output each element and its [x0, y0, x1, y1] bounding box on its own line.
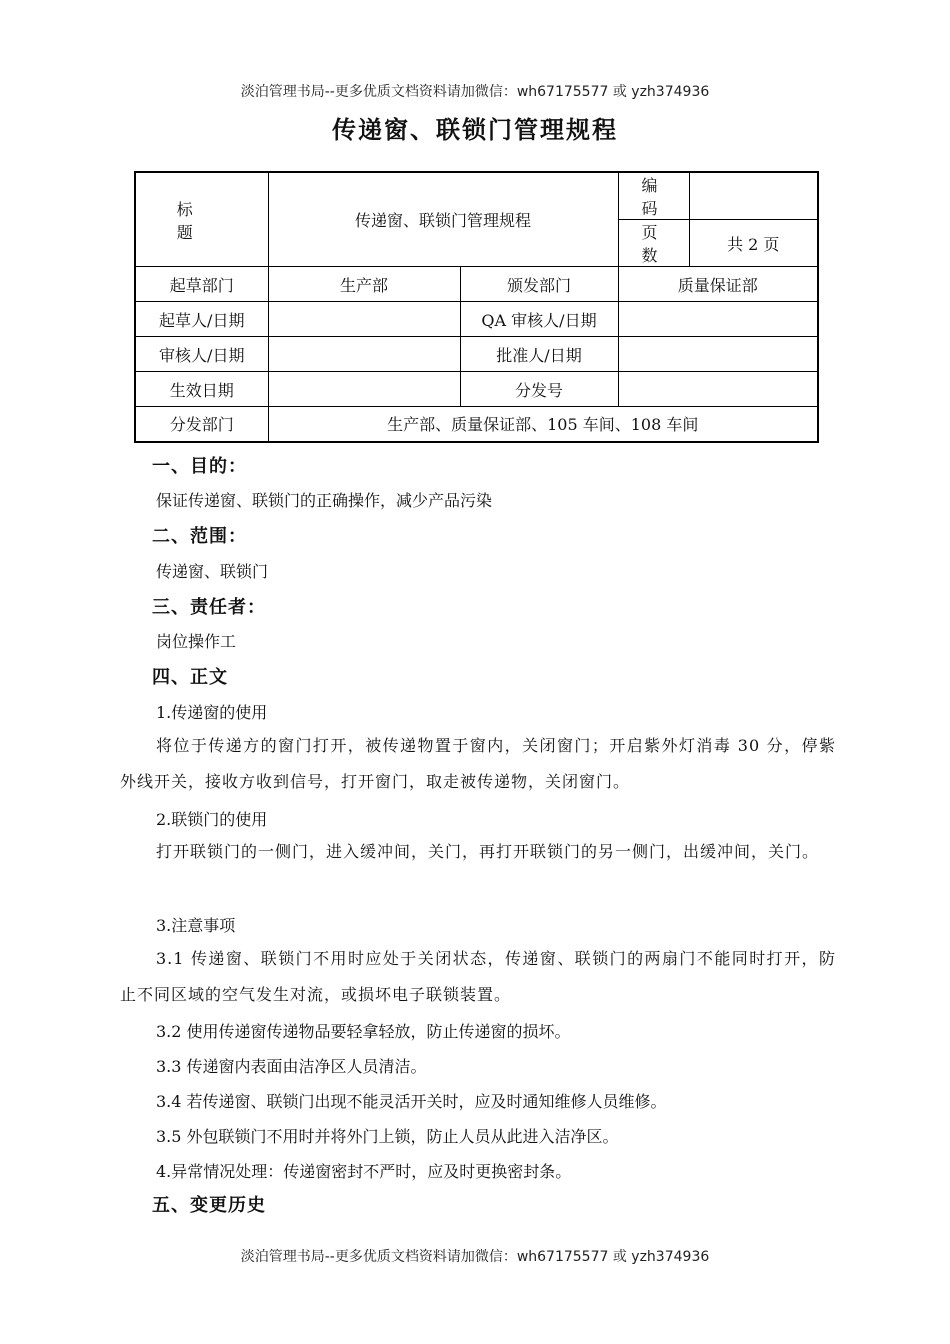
subsection-interlock-door-title: 2.联锁门的使用	[156, 810, 268, 829]
qa-label: QA 审核人/日期	[460, 302, 618, 337]
section-body-heading: 四、正文	[152, 667, 228, 688]
section-scope-text: 传递窗、联锁门	[156, 562, 269, 581]
info-row-reviewer	[135, 337, 818, 372]
subsection-pass-box-title: 1.传递窗的使用	[156, 703, 268, 722]
note-3-1: 3.1 传递窗、联锁门不用时应处于关闭状态，传递窗、联锁门的两扇门不能同时打开，防止不同区域的空气发生对流，或损坏电子联锁装置。	[120, 949, 836, 1004]
drafter-label: 起草人/日期	[135, 302, 268, 337]
section-responsible-heading: 三、责任者：	[152, 597, 266, 618]
section-purpose-heading: 一、目的：	[152, 456, 247, 477]
info-row-depts	[135, 267, 818, 302]
info-row-title	[135, 172, 818, 220]
info-row-effective	[135, 372, 818, 407]
section-change-history-heading: 五、变更历史	[152, 1195, 266, 1216]
title-label: 标 题	[135, 172, 268, 267]
effective-label: 生效日期	[135, 372, 268, 407]
code-label: 编 码	[618, 172, 689, 220]
draft-dept-label: 起草部门	[135, 267, 268, 302]
page-header: 淡泊管理书局--更多优质文档资料请加微信：wh67175577 或 yzh374936	[240, 84, 710, 100]
code-value	[689, 172, 818, 220]
pages-label: 页 数	[618, 220, 689, 267]
issue-dept-label: 颁发部门	[460, 267, 618, 302]
draft-dept-value: 生产部	[268, 267, 460, 302]
drafter-value	[268, 302, 460, 337]
section-scope-heading: 二、范围：	[152, 526, 247, 547]
approver-label: 批准人/日期	[460, 337, 618, 372]
issue-dept-value: 质量保证部	[618, 267, 818, 302]
page-footer: 淡泊管理书局--更多优质文档资料请加微信：wh67175577 或 yzh374936	[240, 1249, 710, 1265]
document-title: 传递窗、联锁门管理规程	[332, 115, 618, 144]
subsection-interlock-door-text: 打开联锁门的一侧门，进入缓冲间，关门，再打开联锁门的另一侧门，出缓冲间，关门。	[156, 842, 820, 861]
exception-handling-text: 4.异常情况处理：传递窗密封不严时，应及时更换密封条。	[156, 1162, 572, 1181]
info-row-drafter	[135, 302, 818, 337]
document-info-table	[134, 171, 819, 443]
note-3-5: 3.5 外包联锁门不用时并将外门上锁，防止人员从此进入洁净区。	[156, 1127, 619, 1146]
title-value: 传递窗、联锁门管理规程	[268, 172, 618, 267]
dist-no-label: 分发号	[460, 372, 618, 407]
reviewer-value	[268, 337, 460, 372]
dist-dept-value: 生产部、质量保证部、105 车间、108 车间	[268, 407, 818, 442]
pages-value: 共 2 页	[689, 220, 818, 267]
dist-dept-label: 分发部门	[135, 407, 268, 442]
note-3-2: 3.2 使用传递窗传递物品要轻拿轻放，防止传递窗的损坏。	[156, 1022, 571, 1041]
approver-value	[618, 337, 818, 372]
subsection-pass-box-text: 将位于传递方的窗门打开，被传递物置于窗内，关闭窗门；开启紫外灯消毒 30 分，停紫外线开关，接收方收到信号，打开窗门，取走被传递物，关闭窗门。	[120, 736, 836, 791]
reviewer-label: 审核人/日期	[135, 337, 268, 372]
subsection-notes-title: 3.注意事项	[156, 916, 236, 935]
note-3-3: 3.3 传递窗内表面由洁净区人员清洁。	[156, 1057, 427, 1076]
section-responsible-text: 岗位操作工	[156, 632, 237, 651]
note-3-4: 3.4 若传递窗、联锁门出现不能灵活开关时，应及时通知维修人员维修。	[156, 1092, 667, 1111]
section-purpose-text: 保证传递窗、联锁门的正确操作，减少产品污染	[156, 491, 493, 510]
info-row-dist-dept	[135, 407, 818, 442]
dist-no-value	[618, 372, 818, 407]
qa-value	[618, 302, 818, 337]
effective-value	[268, 372, 460, 407]
